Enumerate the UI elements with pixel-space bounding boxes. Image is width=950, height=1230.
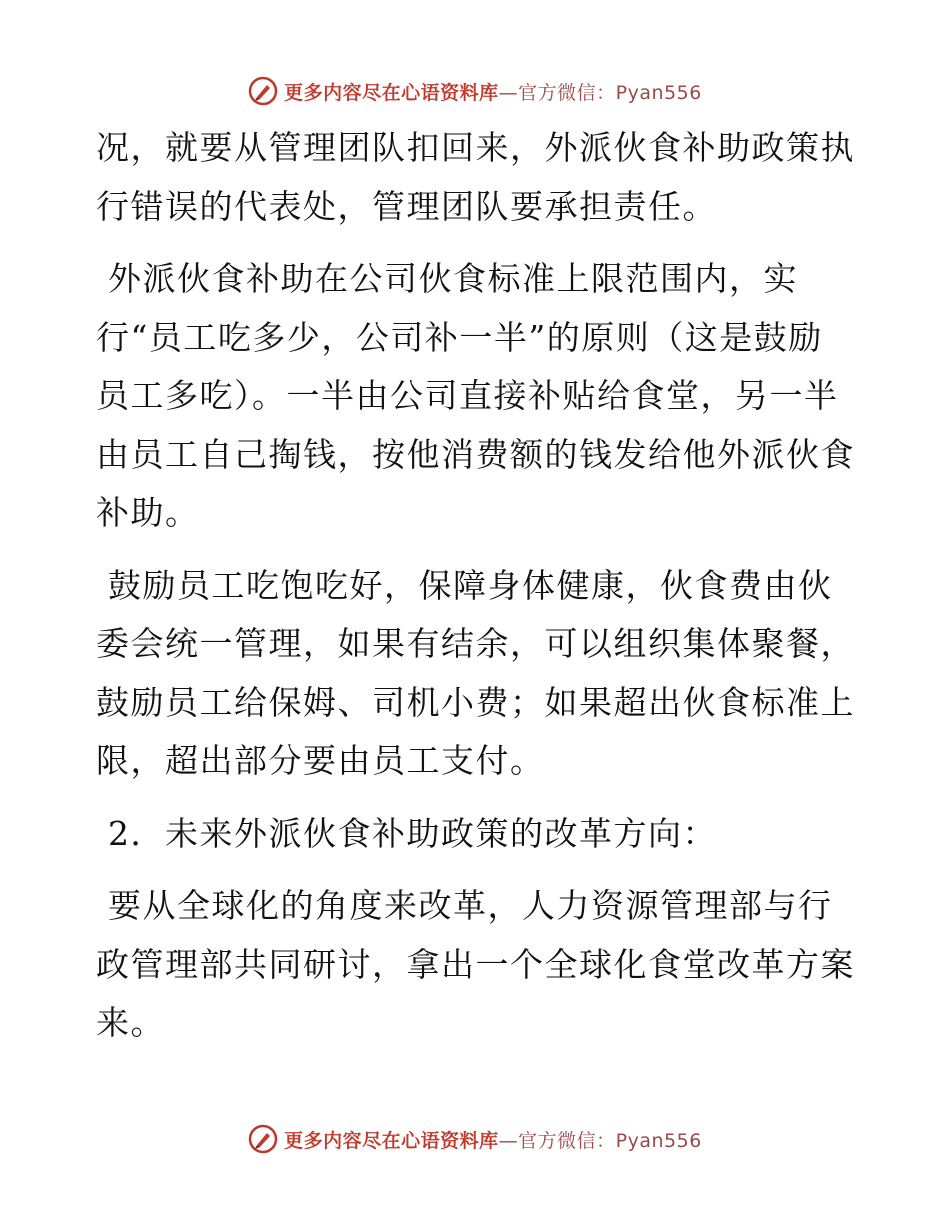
header-banner-lead: 更多内容尽在心语资料库 — [284, 81, 499, 104]
paragraph-globalization-reform: 要从全球化的角度来改革，人力资源管理部与行政管理部共同研讨，拿出一个全球化食堂改革方案来。 — [96, 886, 855, 1042]
footer-banner-sub: —官方微信：Pyan556 — [498, 1129, 702, 1152]
footer-banner-text — [284, 1126, 702, 1153]
footer-banner — [0, 1119, 950, 1159]
header-banner-sub: —官方微信：Pyan556 — [498, 81, 702, 104]
paragraph-meal-fee-management: 鼓励员工吃饱吃好，保障身体健康，伙食费由伙委会统一管理，如果有结余，可以组织集体聚餐，鼓励员工给保姆、司机小费；如果超出伙食标准上限，超出部分要由员工支付。 — [96, 565, 855, 780]
footer-banner-lead: 更多内容尽在心语资料库 — [284, 1129, 499, 1152]
paragraph-continuation: 况，就要从管理团队扣回来，外派伙食补助政策执行错误的代表处，管理团队要承担责任。 — [96, 128, 855, 226]
pen-nib-icon — [248, 76, 278, 106]
header-banner — [0, 71, 950, 111]
paragraph-meal-subsidy-principle: 外派伙食补助在公司伙食标准上限范围内，实行“员工吃多少，公司补一半”的原则（这是鼓励员工多吃）。一半由公司直接补贴给食堂，另一半由员工自己掏钱，按他消费额的钱发给他外派伙食补助。 — [96, 259, 855, 532]
pen-nib-icon — [248, 1124, 278, 1154]
header-banner-text — [284, 78, 702, 105]
section-heading-reform-direction: 2．未来外派伙食补助政策的改革方向： — [108, 813, 717, 853]
body-content — [96, 119, 856, 1067]
